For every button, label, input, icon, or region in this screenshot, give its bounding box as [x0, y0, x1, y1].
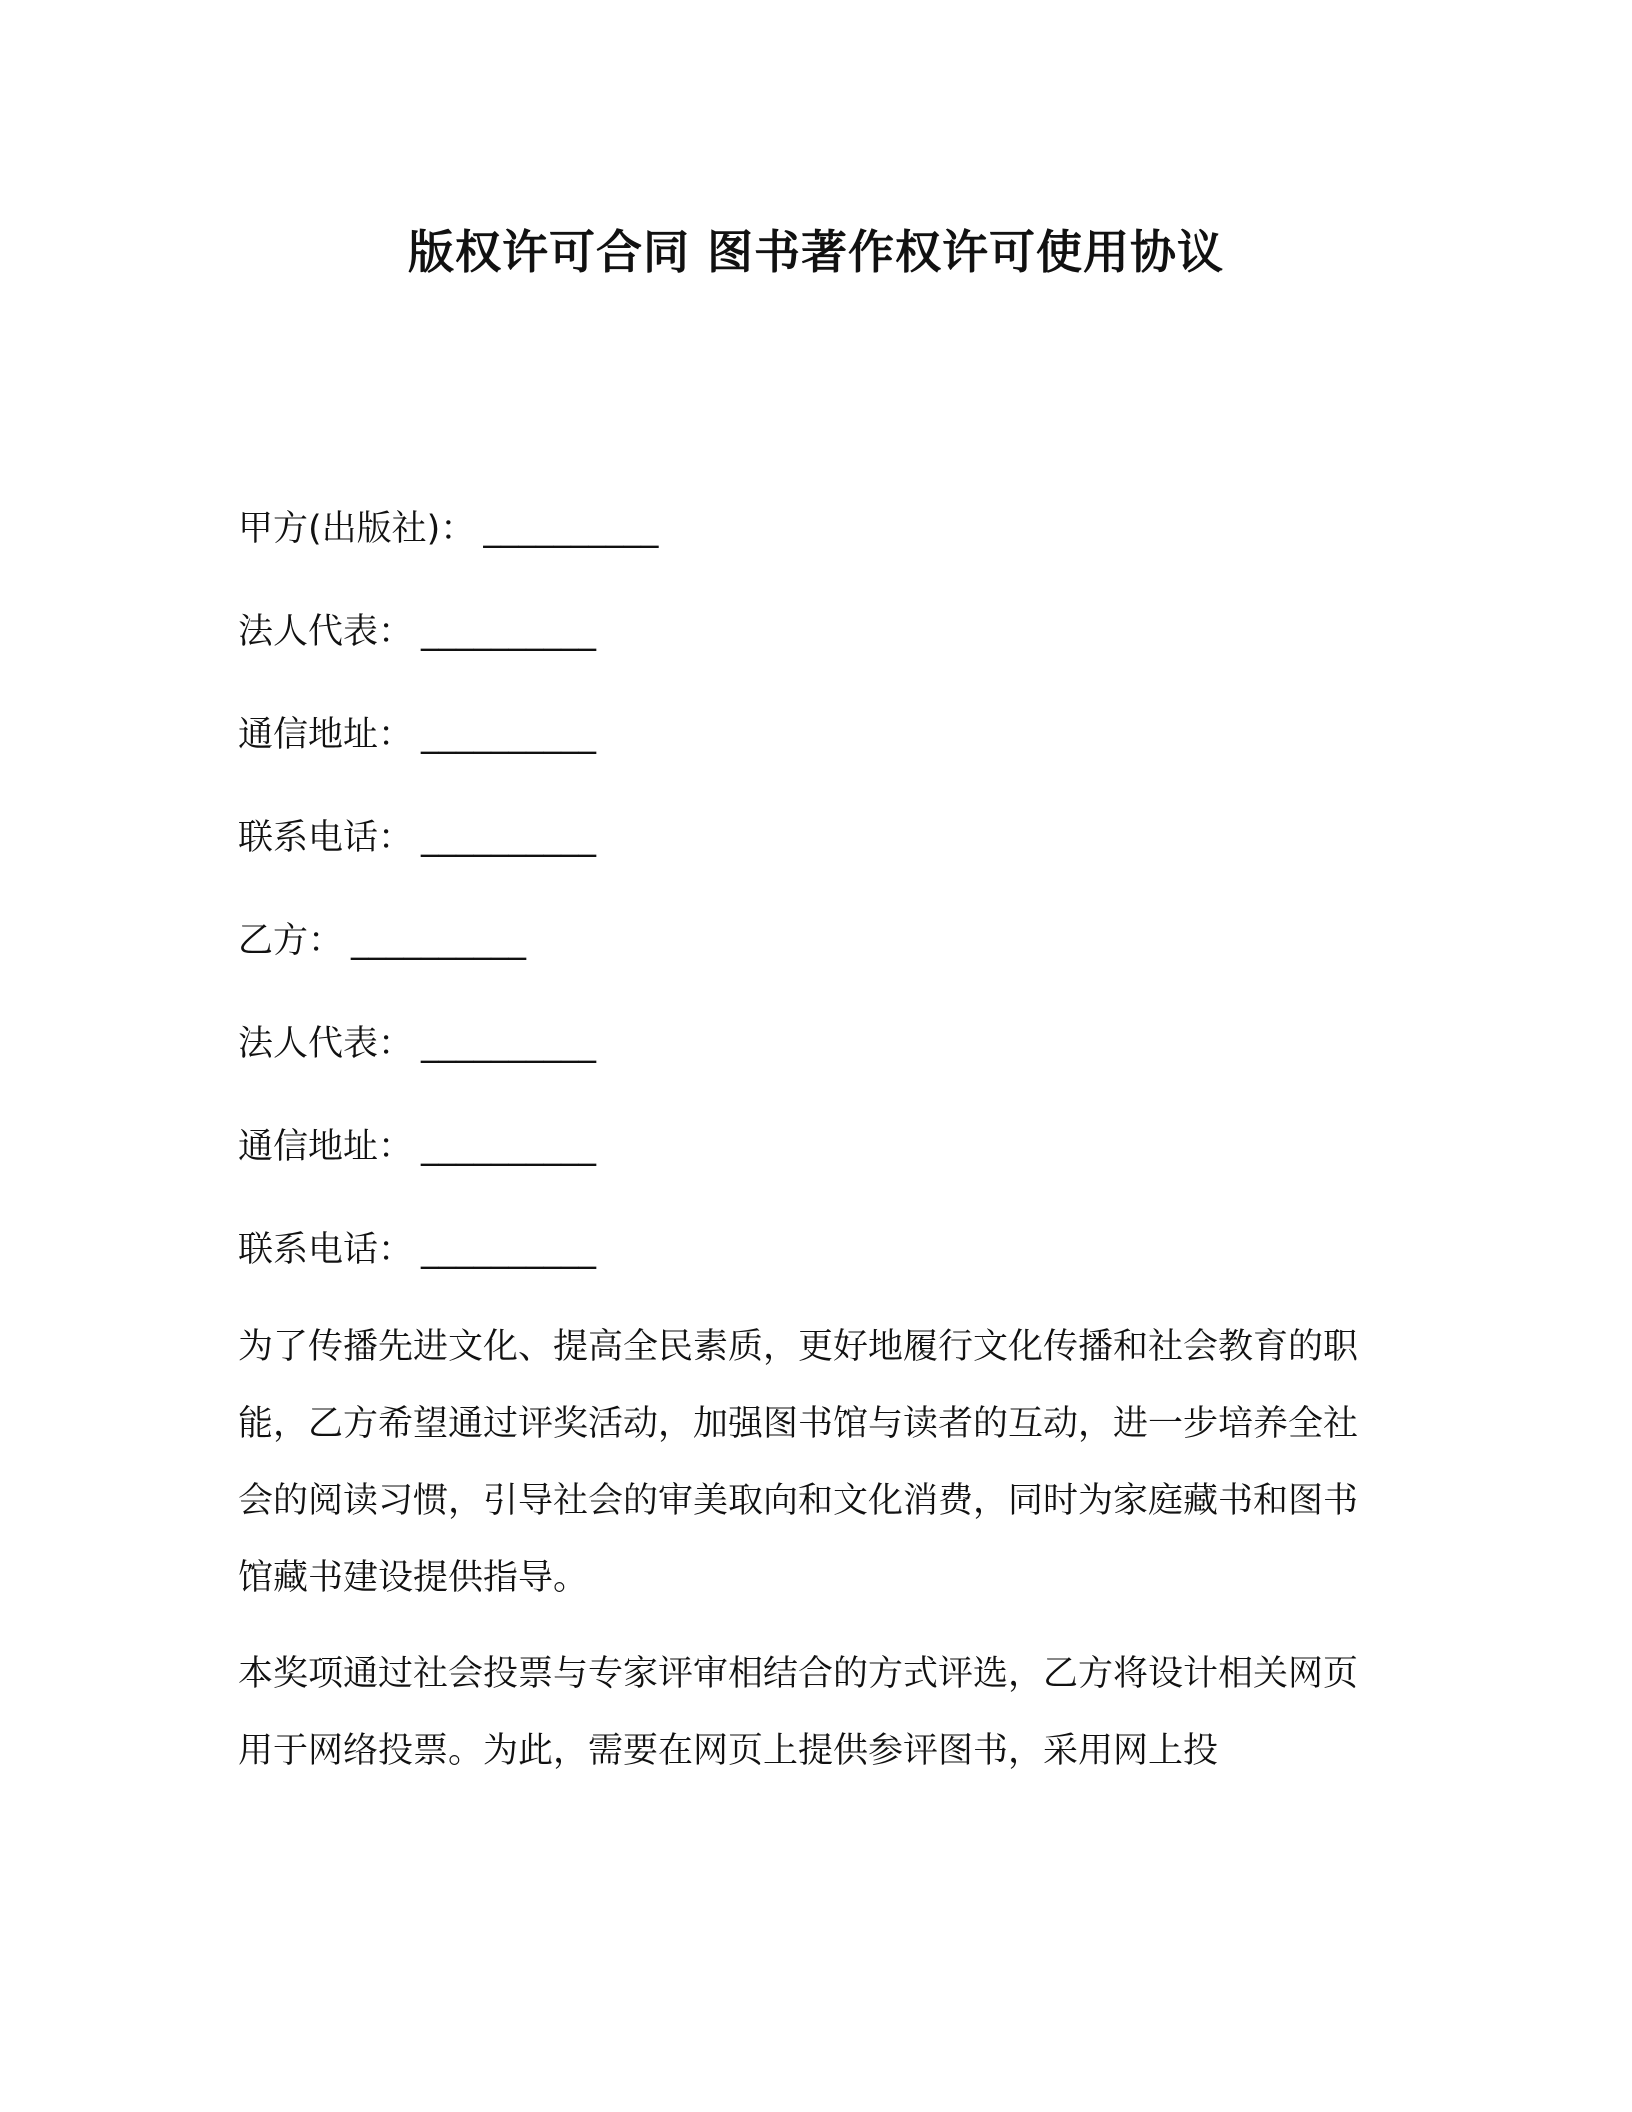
party-b-address-blank: __________ — [421, 1127, 597, 1167]
party-a-rep-label: 法人代表： — [238, 612, 414, 652]
party-a-address-label: 通信地址： — [238, 715, 414, 755]
party-a-phone-field — [238, 813, 596, 863]
party-a-address-blank: __________ — [421, 715, 597, 755]
party-b-name-field — [238, 916, 526, 966]
party-b-address-field — [238, 1122, 596, 1172]
party-b-address-label: 通信地址： — [238, 1127, 414, 1167]
party-b-phone-label: 联系电话： — [238, 1230, 414, 1270]
party-a-name-label: 甲方(出版社)： — [238, 509, 476, 549]
party-a-name-blank: __________ — [483, 509, 659, 549]
party-a-address-field — [238, 710, 596, 760]
party-a-phone-label: 联系电话： — [238, 818, 414, 858]
party-b-name-label: 乙方： — [238, 921, 344, 961]
party-b-rep-blank: __________ — [421, 1024, 597, 1064]
party-a-phone-blank: __________ — [421, 818, 597, 858]
party-b-rep-label: 法人代表： — [238, 1024, 414, 1064]
party-b-phone-blank: __________ — [421, 1230, 597, 1270]
party-b-rep-field — [238, 1019, 596, 1069]
party-a-name-field — [238, 504, 658, 554]
party-a-rep-field — [238, 607, 596, 657]
party-b-phone-field — [238, 1225, 596, 1275]
purpose-paragraph: 为了传播先进文化、提高全民素质，更好地履行文化传播和社会教育的职能，乙方希望通过评奖活动，加强图书馆与读者的互动，进一步培养全社会的阅读习惯，引导社会的审美取向和文化消费，同时为家庭藏书和图书馆藏书建设提供指导。 — [238, 1327, 1359, 1598]
document-title: 版权许可合同 图书著作权许可使用协议 — [407, 225, 1224, 279]
party-a-rep-blank: __________ — [421, 612, 597, 652]
party-b-name-blank: __________ — [351, 921, 527, 961]
voting-paragraph: 本奖项通过社会投票与专家评审相结合的方式评选，乙方将设计相关网页用于网络投票。为此，需要在网页上提供参评图书，采用网上投 — [238, 1654, 1359, 1771]
